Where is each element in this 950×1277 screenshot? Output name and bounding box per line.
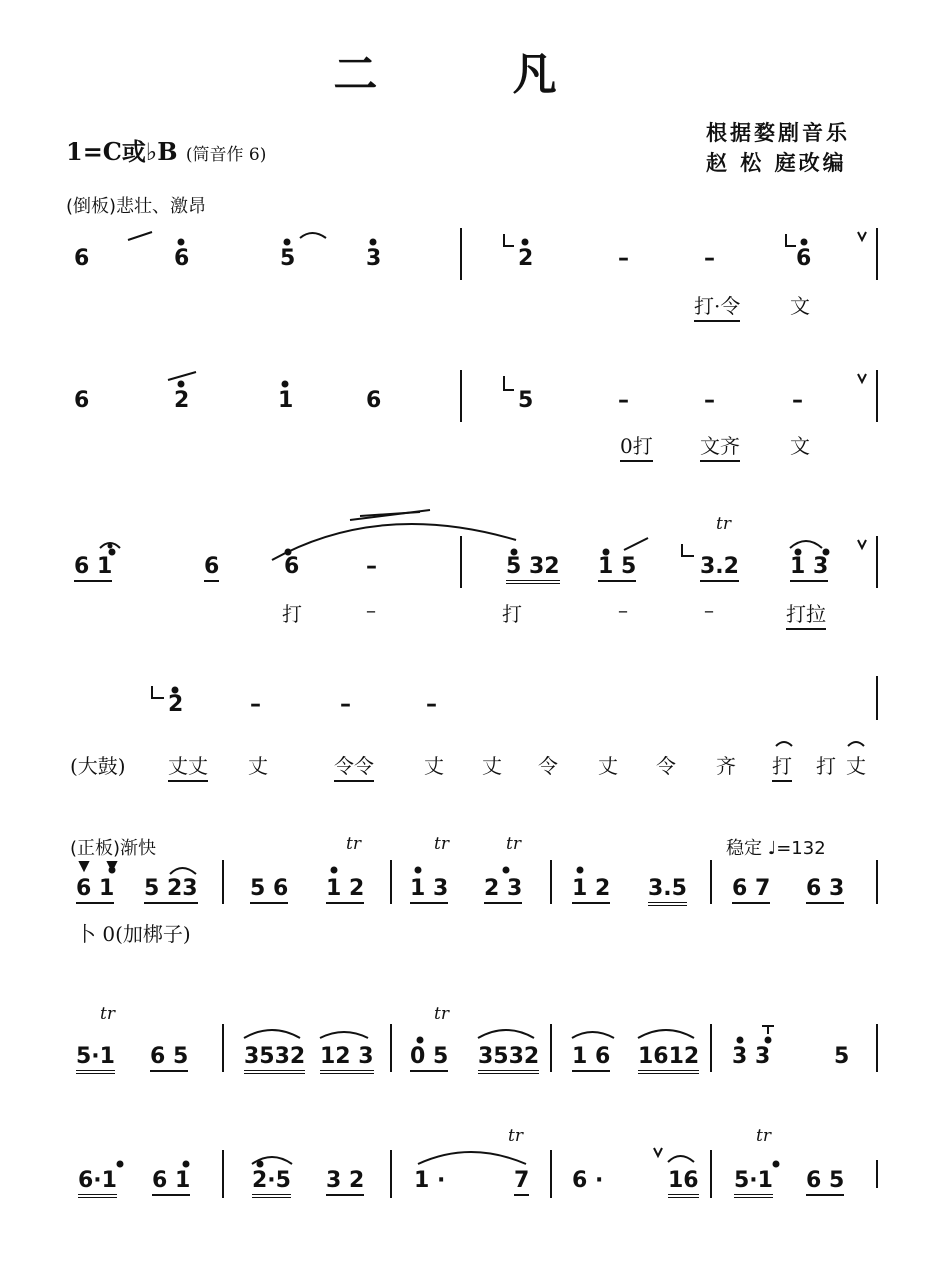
trill-mark: tr	[100, 1004, 115, 1024]
note: 3 2	[326, 1168, 364, 1196]
note: –	[250, 692, 261, 717]
percussion: 丈丈	[168, 750, 208, 782]
percussion: 文齐	[700, 430, 740, 462]
percussion: 齐	[716, 754, 736, 778]
note: 0 5	[410, 1044, 448, 1072]
note: –	[792, 388, 803, 413]
note: –	[618, 388, 629, 413]
trill-mark: tr	[434, 834, 449, 854]
section1-label: (倒板)悲壮、激昂	[66, 196, 207, 217]
note: 12 3	[320, 1044, 374, 1074]
note: 6	[74, 388, 90, 413]
credit-line-1: 根据婺剧音乐	[706, 120, 850, 145]
percussion: (大鼓)	[70, 754, 126, 778]
note: 2·5	[252, 1168, 291, 1198]
percussion: 丈	[248, 754, 268, 778]
note: –	[366, 554, 377, 579]
note: 1 3	[790, 554, 828, 582]
note: –	[426, 692, 437, 717]
note: 6 7	[732, 876, 770, 904]
note: 1 ·	[414, 1168, 446, 1193]
note: 6	[204, 554, 219, 582]
note: 6 1	[74, 554, 112, 582]
note: 5	[280, 246, 296, 271]
note: 3	[366, 246, 382, 271]
percussion: 令	[656, 754, 676, 778]
note: 2	[168, 692, 184, 717]
percussion: 卜 0(加梆子)	[76, 922, 191, 946]
tempo-marking: 稳定 ♩=132	[726, 838, 826, 859]
note: 1612	[638, 1044, 699, 1074]
note: 1 2	[572, 876, 610, 904]
note: 6	[284, 554, 300, 579]
section2-label: (正板)渐快	[70, 838, 157, 859]
percussion: –	[366, 598, 376, 622]
percussion: 打·令	[694, 290, 740, 322]
key-main: 1=C或♭B	[66, 137, 178, 166]
note: –	[704, 388, 715, 413]
percussion: 丈	[598, 754, 618, 778]
note: 6 5	[806, 1168, 844, 1196]
note: 6 1	[76, 876, 114, 904]
percussion: –	[704, 598, 714, 622]
note: 5 32	[506, 554, 560, 584]
note: 3.2	[700, 554, 739, 582]
note: 6 5	[150, 1044, 188, 1072]
note: 5	[518, 388, 534, 413]
percussion: 0打	[620, 430, 653, 462]
note: 3.5	[648, 876, 687, 906]
note: 3532	[244, 1044, 305, 1074]
note: 6	[796, 246, 812, 271]
percussion: 打	[772, 750, 792, 782]
note: 6·1	[78, 1168, 117, 1198]
note: 6	[174, 246, 190, 271]
note: 16	[668, 1168, 699, 1198]
note: 1	[278, 388, 294, 413]
note: 2	[174, 388, 190, 413]
note: –	[704, 246, 715, 271]
note: 6	[366, 388, 382, 413]
percussion: 令令	[334, 750, 374, 782]
percussion: 丈	[482, 754, 502, 778]
note: 3 3	[732, 1044, 771, 1069]
note: 5 23	[144, 876, 198, 904]
trill-mark: tr	[508, 1126, 523, 1146]
percussion: 打拉	[786, 598, 826, 630]
note: 5 6	[250, 876, 288, 904]
trill-mark: tr	[716, 514, 731, 534]
trill-mark: tr	[506, 834, 521, 854]
trill-mark: tr	[434, 1004, 449, 1024]
note: 1 6	[572, 1044, 610, 1072]
note: 1 2	[326, 876, 364, 904]
trill-mark: tr	[756, 1126, 771, 1146]
trill-mark: tr	[346, 834, 361, 854]
note: 6 3	[806, 876, 844, 904]
note: 5	[834, 1044, 850, 1069]
percussion: 令	[538, 754, 558, 778]
note: –	[340, 692, 351, 717]
note: 5·1	[76, 1044, 115, 1074]
note: –	[618, 246, 629, 271]
percussion: 文	[790, 294, 810, 318]
note: 3532	[478, 1044, 539, 1074]
note: 5·1	[734, 1168, 773, 1198]
page-title: 二 凡	[333, 49, 617, 100]
percussion: 丈	[424, 754, 444, 778]
percussion: 文	[790, 434, 810, 458]
note: 1 5	[598, 554, 636, 582]
credit-line-2: 赵 松 庭改编	[706, 150, 847, 175]
percussion: 打	[282, 602, 302, 626]
key-note: (筒音作 6)	[185, 145, 267, 165]
note: 6 ·	[572, 1168, 604, 1193]
note: 1 3	[410, 876, 448, 904]
note: 6	[74, 246, 90, 271]
note: 2 3	[484, 876, 522, 904]
percussion: 丈	[846, 754, 866, 778]
percussion: –	[618, 598, 628, 622]
note: 7	[514, 1168, 529, 1196]
note: 2	[518, 246, 534, 271]
percussion: 打	[502, 602, 522, 626]
percussion: 打	[816, 754, 836, 778]
note: 6 1	[152, 1168, 190, 1196]
